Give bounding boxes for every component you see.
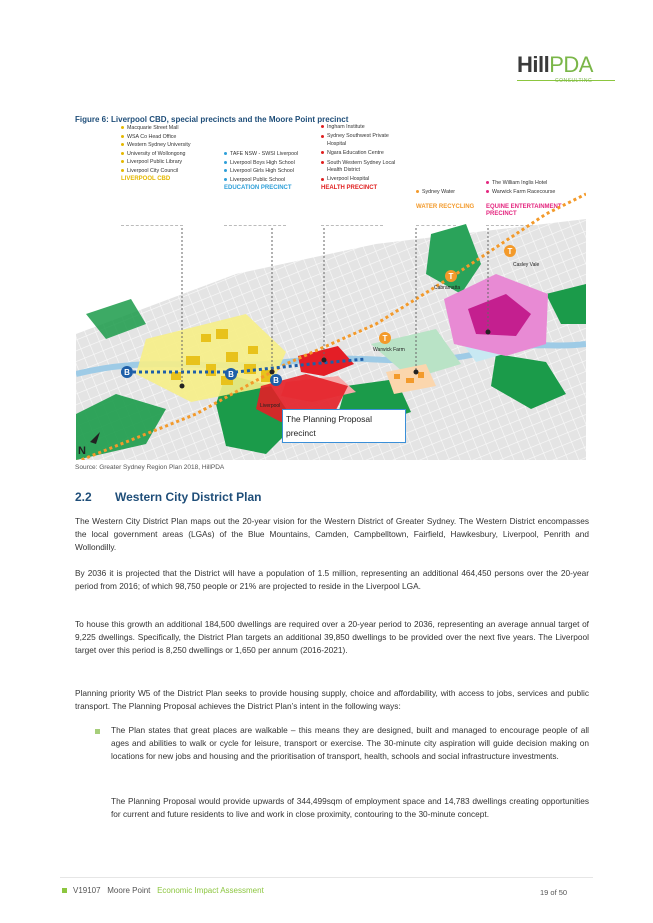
bus-station-icon xyxy=(121,366,133,378)
train-station-icon xyxy=(445,270,457,282)
label-line: The Planning Proposal xyxy=(286,414,373,424)
category-water: WATER RECYCLING xyxy=(416,204,475,210)
legend-item: Ingham Institute xyxy=(327,124,365,130)
legend-item: Ngara Education Centre xyxy=(327,150,384,157)
svg-text:T: T xyxy=(507,247,513,256)
svg-text:B: B xyxy=(228,370,234,379)
bullet-followup-paragraph: The Planning Proposal would provide upwards of 344,499sqm of employment space and 14,783 dwellings creating opportunities for current and future residents to live and work in close proximity, contouring to the 30-minute concept. xyxy=(111,796,589,820)
hillpda-logo xyxy=(517,52,617,84)
section-number: 2.2 xyxy=(75,490,92,504)
legend-item: University of Wollongong xyxy=(127,150,186,157)
category-equine: EQUINE ENTERTAINMENT PRECINCT xyxy=(486,204,562,217)
legend-item: Macquarie Street Mall xyxy=(127,125,179,131)
legend-item: TAFE NSW - SWSI Liverpool xyxy=(230,151,299,157)
legend-item: Western Sydney University xyxy=(127,142,191,149)
legend-item: Liverpool Hospital xyxy=(327,176,370,183)
legend-item: Liverpool Boys High School xyxy=(230,159,295,166)
footer-code: V19107 xyxy=(73,886,101,895)
legend-item: Liverpool Public Library xyxy=(127,159,183,166)
legend-item: WSA Co Head Office xyxy=(127,133,177,140)
svg-text:T: T xyxy=(448,272,454,281)
svg-text:T: T xyxy=(382,334,388,343)
section-heading xyxy=(75,490,261,504)
bus-station-icon xyxy=(270,374,282,386)
footer-square-icon xyxy=(62,888,67,893)
figure-source: Source: Greater Sydney Region Plan 2018, HillPDA xyxy=(75,464,225,471)
svg-text:B: B xyxy=(273,376,279,385)
planning-proposal-label xyxy=(282,409,406,443)
paragraph: To house this growth an additional 184,500 dwellings are required over a 20-year period to 2036, representing an average annual target of 9,225 dwellings. Specifically, the District Plan targets an additional 39,850 dwellings to be provided over the next five years. The Liverpool target over this period is 8,250 dwellings or 1,650 per annum (2016-2021). xyxy=(75,619,589,656)
paragraph: By 2036 it is projected that the District will have a population of 1.5 million, representing an additional 464,450 persons over the 20-year period from 2016; of which 98,750 people or 21% are projected to reside in the Liverpool LGA. xyxy=(75,568,589,592)
footer-place: Moore Point xyxy=(107,886,151,895)
legend-item: The William Inglis Hotel xyxy=(492,180,548,186)
train-station-icon xyxy=(504,245,516,257)
place-label: Casley Vale xyxy=(513,262,540,268)
legend-item: Liverpool Girls High School xyxy=(230,168,294,175)
bus-station-icon xyxy=(225,368,237,380)
footer xyxy=(62,886,264,895)
place-label: Liverpool xyxy=(260,403,281,409)
legend-item: Liverpool Public School xyxy=(230,176,286,183)
legend-item: Warwick Farm Racecourse xyxy=(492,188,556,195)
footer-divider xyxy=(60,877,593,878)
legend-item: Sydney Southwest Private Hospital xyxy=(327,133,389,147)
category-health: HEALTH PRECINCT xyxy=(321,185,378,191)
paragraph: Planning priority W5 of the District Plan seeks to provide housing supply, choice and affordability, with access to jobs, services and public transport. The Planning Proposal achieves the District Plan’s intent in the following ways: xyxy=(75,688,589,712)
category-education: EDUCATION PRECINCT xyxy=(224,185,292,191)
precinct-map-figure xyxy=(76,124,586,460)
figure-caption: Figure 6: Liverpool CBD, special precincts and the Moore Point precinct xyxy=(75,115,349,124)
place-label: Cabramatta xyxy=(434,285,461,291)
page-number: 19 of 50 xyxy=(540,888,568,897)
bullet-marker xyxy=(95,729,100,734)
legend-item: Liverpool City Council xyxy=(127,167,179,174)
svg-text:N: N xyxy=(78,445,86,457)
section-title: Western City District Plan xyxy=(115,490,262,504)
legend-item: Sydney Water xyxy=(422,189,456,195)
logo-subtitle: CONSULTING xyxy=(555,78,593,84)
train-station-icon xyxy=(379,332,391,344)
place-label: Warwick Farm xyxy=(373,347,405,353)
logo-pda-text: PDA xyxy=(549,52,593,77)
svg-text:B: B xyxy=(124,368,130,377)
label-line: precinct xyxy=(286,428,316,438)
bullet-paragraph: The Plan states that great places are walkable – this means they are designed, built and managed to encourage people of all ages and abilities to walk or cycle for leisure, transport or exercise. The 30-minute city aspiration will guide decision making on locations for new jobs and housing and the prioritisation of transport, health, schools and social infrastructure investments. xyxy=(111,725,589,762)
paragraph: The Western City District Plan maps out the 20-year vision for the Western District of Greater Sydney. The Western District encompasses the local government areas (LGAs) of the Blue Mountains, Camden, Campbelltown, Fairfield, Hawkesbury, Liverpool, Penrith and Wollondilly. xyxy=(75,516,589,553)
logo-hill-text: Hill xyxy=(517,52,550,77)
legend-item: South Western Sydney Local Health District xyxy=(327,159,396,174)
category-liverpool-cbd: LIVERPOOL CBD xyxy=(121,176,171,182)
footer-title: Economic Impact Assessment xyxy=(157,886,264,895)
